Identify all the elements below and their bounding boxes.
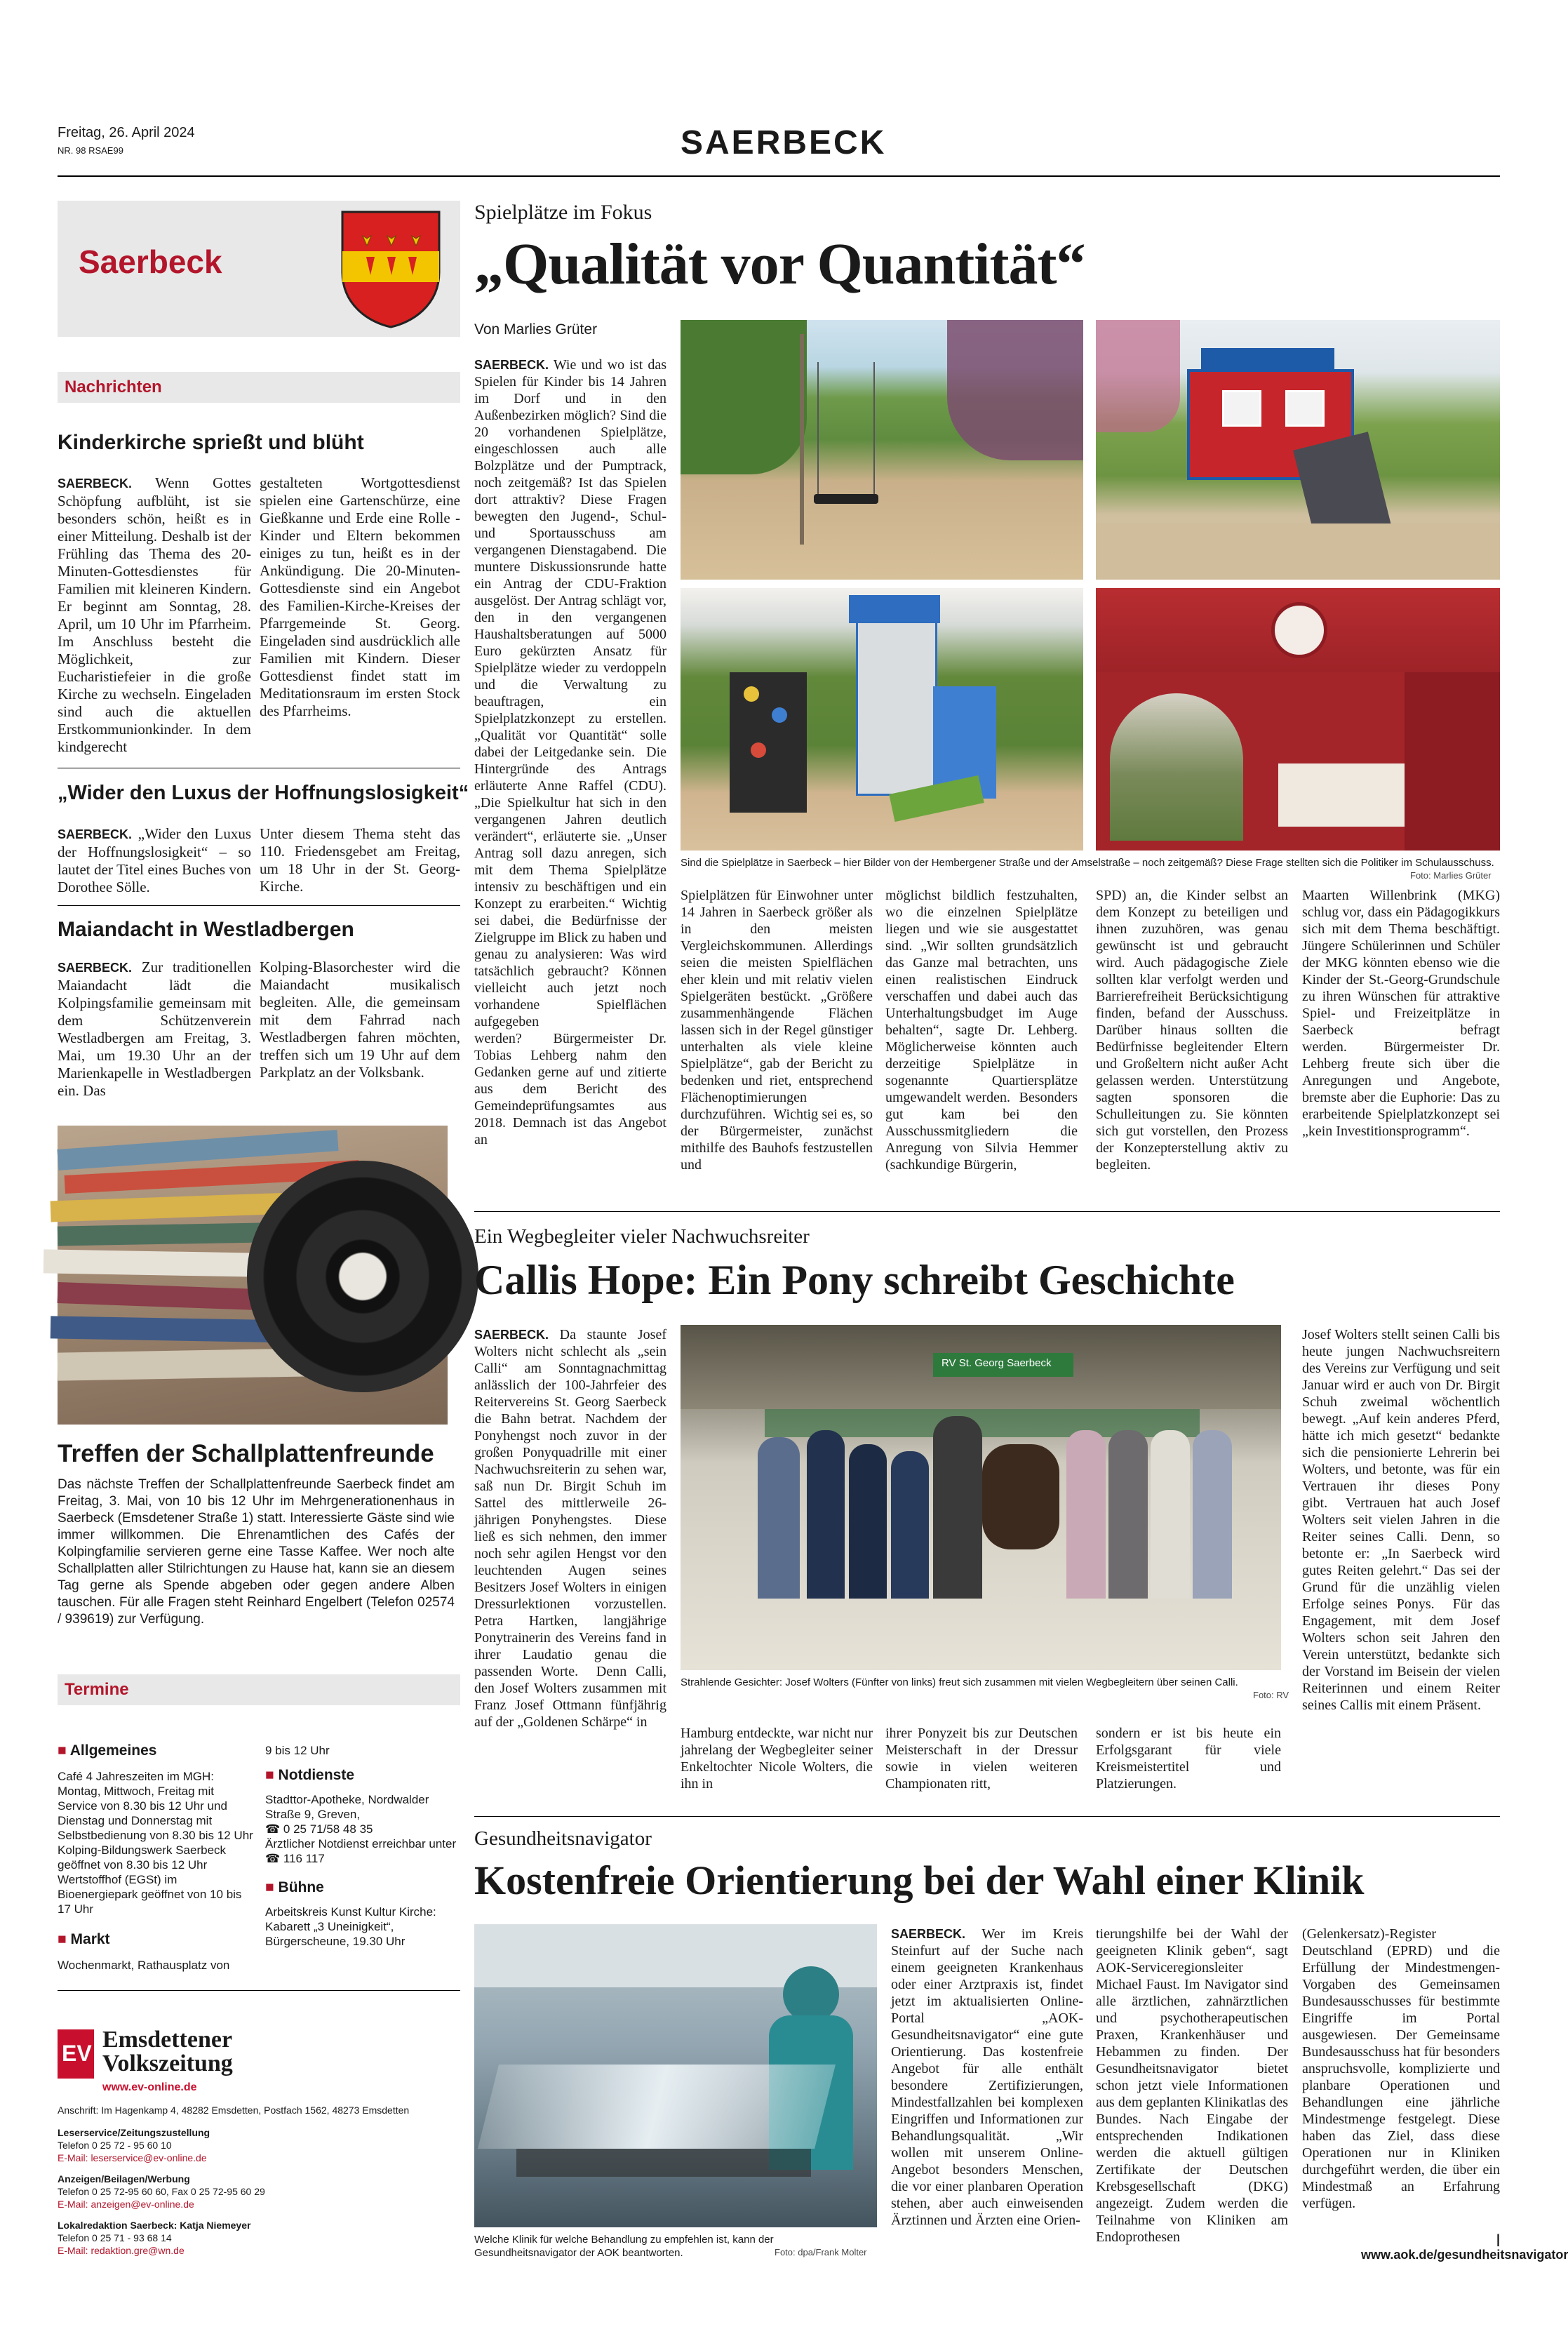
article1-col1: SAERBECK. Wie und wo ist das Spielen für Kinder bis 14 Jahren im Dorf und in den Außenbezirken möglich? Sind die 20 vorhandenen Spielplätze, eingeschlossen auch alle Bolzplätze und der Pumptrack, noch zeitgemäß? Ist das Spielen dort attraktiv? Diese Fragen bewegten den Jugend-, Schul- und Sportausschuss am vergangenen Dienstagabend. Die muntere Diskussionsrunde hatte ein Antrag der CDU-Fraktion ausgelöst. Der Antrag schlägt vor, den in den vergangenen Haushaltsberatungen auf 5000 Euro gekürzten Ansatz für Spielplätze wieder zu verdoppeln und die Verwaltung zu beauftragen, ein Spielplatzkonzept zu erstellen. „Qualität vor Quantität“ solle dabei der Leitgedanke sein. Die Hintergründe des Antrags erläuterte Anne Raffel (CDU). „Die Spielkultur hat sich in den vergangenen Jahren deutlich verändert“, erläuterte sie. „Unser Antrag soll dazu anregen, sich mit dem Thema Spielplätze intensiv zu beschäftigen und ein Konzept zu erarbeiten.“ Wichtig sei dabei, die Bedürfnisse der Zielgruppe im Blick zu haben und genau zu analysieren: Was wird tatsächlich gebraucht? Können vielleicht auch jetzt noch vorhandene Spielflächen aufgegeben werden? Bürgermeister Dr. Tobias Lehberg nahm den Gedanken gerne auf und zitierte aus dem Bericht des Gemeindeprüfungsamtes aus 2018. Demnach ist das Angebot an — [474, 357, 667, 1147]
hospital-photo — [474, 1924, 877, 2227]
article3-url[interactable]: | www.aok.de/gesundheitsnavigator — [1361, 2232, 1568, 2262]
ev-url[interactable]: www.ev-online.de — [102, 2081, 197, 2093]
divider — [474, 1211, 1500, 1212]
issue-number: NR. 98 RSAE99 — [58, 145, 123, 156]
termine-entry: Wertstoffhof (EGSt) im Bioenergiepark geöffnet von 10 bis 17 Uhr — [58, 1873, 242, 1916]
article1-col3: möglichst bildlich festzuhalten, wo die einzelnen Spielplätze liegen und wie sie ausgestattet sind. „Wir sollten grundsätzlich das Ganze mal betrachten, uns einen realistischen Eindruck verschaffen und dabei auch das Unterhaltungsbudget im Auge behalten“, sagte Dr. Lehberg. Möglicherweise könnten auch derzeitige Spielplätze in sogenannte Quartiersplätze umgewandelt werden. Besonders gut kam bei den Ausschussmitgliedern die Anregung von Silvia Hemmer (sachkundige Bürgerin, — [885, 888, 1078, 1173]
divider — [474, 1816, 1500, 1817]
termine-entry: Café 4 Jahreszeiten im MGH: Montag, Mittwoch, Freitag mit Service von 8.30 bis 12 Uhr und Dienstag und Donnerstag mit Selbstbedienung von 8.30 bis 12 Uhr — [58, 1770, 253, 1842]
article2-col2: Hamburg entdeckte, war nicht nur jahrelang der Wegbegleiter seiner Enkeltochter Nicole Wolters, die ihn in — [681, 1726, 873, 1792]
termine-col-right — [265, 1743, 460, 1949]
coat-of-arms-icon — [338, 208, 443, 330]
records-text: Das nächste Treffen der Schallplattenfreunde Saerbeck findet am Freitag, 3. Mai, von 10 bis 12 Uhr im Mehrgenerationenhaus in Saerbeck (Emsdetener Straße 1) statt. Interessierte Gäste sind wie immer willkommen. Die Ehrenamtlichen des Cafés der Kolpingfamilie servieren gerne eine Tasse Kaffee. Wer noch alte Schallplatten aller Stilrichtungen zu Hause hat, kann sie an diesem Tag gerne als Spende abgeben oder gegen andere Alben tauschen. Für alle Fragen steht Reinhard Engelbert (Telefon 02574 / 939619) zur Verfügung. — [58, 1477, 455, 1627]
termine-label: Termine — [65, 1680, 129, 1699]
article2-credit: Foto: RV — [1253, 1690, 1289, 1700]
article3-col1: SAERBECK. Wer im Kreis Steinfurt auf der Suche nach einem geeigneten Krankenhaus oder einer Arztpraxis ist, findet jetzt im aktualisierten Online-Portal „AOK-Gesundheitsnavigator“ eine gute Orientierung. Das kostenfreie Angebot für alle enthält besondere Zertifizierungen, Mindestfallzahlen bei komplexen Eingriffen und Informationen zur Behandlungsqualität. „Wir wollen mit unserem Online-Angebot besonders Menschen, die vor einer planbaren Operation stehen, aber auch einweisenden Ärztinnen und Ärzten eine Orien- — [891, 1926, 1084, 2228]
pony-photo — [681, 1325, 1281, 1670]
termine-heading: ■ Markt — [58, 1931, 110, 1947]
termine-entry: Kolping-Bildungswerk Saerbeck geöffnet von 8.30 bis 12 Uhr — [58, 1843, 227, 1872]
termine-heading: ■ Allgemeines — [58, 1742, 157, 1759]
article1-kicker: Spielplätze im Fokus — [474, 201, 652, 224]
playground-photo-swing — [681, 320, 1083, 580]
termine-heading: ■ Notdienste — [265, 1767, 355, 1783]
town-banner — [58, 201, 460, 337]
issue-date: Freitag, 26. April 2024 — [58, 125, 195, 140]
article2-headline: Callis Hope: Ein Pony schreibt Geschichte — [474, 1257, 1235, 1303]
article2-col3: ihrer Ponyzeit bis zur Deutschen Meisterschaft in der Dressur sowie in vielen weiteren Championaten ritt, — [885, 1726, 1078, 1792]
town-label: Saerbeck — [79, 244, 222, 280]
article3-credit: Foto: dpa/Frank Molter — [775, 2247, 867, 2257]
termine-heading: ■ Bühne — [265, 1879, 324, 1895]
vinyl-record-icon — [247, 1161, 478, 1392]
article3-headline: Kostenfreie Orientierung bei der Wahl einer Klinik — [474, 1858, 1365, 1903]
article3-caption: Welche Klinik für welche Behandlung zu empfehlen ist, kann der Gesundheitsnavigator der AOK beantworten. — [474, 2234, 774, 2259]
article2-caption: Strahlende Gesichter: Josef Wolters (Fünfter von links) freut sich zusammen mit vielen Wegbegleitern über seinen Calli. — [681, 1676, 1238, 1688]
article2-col1: SAERBECK. Da staunte Josef Wolters nicht schlecht als „sein Calli“ am Sonntagnachmittag anlässlich der 100-Jahrfeier des Reitervereins St. Georg Saerbeck die Bahn betrat. Nachdem der Ponyhengst noch zuvor in der großen Ponyquadrille mit einer Nachwuchsreiterin zu sehen war, saß nun Dr. Birgit Schuh im Sattel des mittlerweile 26-jährigen Ponyhengstes. Diese ließ es sich nehmen, den immer noch sehr agilen Hengst vor den leuchtenden Augen seines Besitzers Josef Wolters in einigen Dressurlektionen vorzustellen. Petra Hartken, langjährige Ponytrainerin des Vereins fand in ihrer Laudatio genau die passenden Worte. Denn Calli, den Josef Wolters zusammen mit Franz Josef Ottmann fünfjährig auf der „Goldenen Schärpe“ in — [474, 1327, 667, 1730]
header-rule — [58, 175, 1500, 177]
playground-photo-house — [1096, 588, 1500, 851]
termine-col-left — [58, 1743, 254, 1973]
article1-headline: „Qualität vor Quantität“ — [474, 232, 1085, 297]
news-title: Maiandacht in Westladbergen — [58, 918, 354, 941]
article3-col2: tierungshilfe bei der Wahl der geeigneten Klinik geben“, sagt AOK-Serviceregionsleiter Michael Faust. Im Navigator sind alle ärztlichen, zahnärztlichen und psychotherapeutischen Praxen, Krankenhäuser und Hebammen zu finden. Der Gesundheitsnavigator bietet schon jetzt viele Informationen aus dem geplanten Klinikatlas des Bundes. Nach Eingabe der entsprechenden Indikationen werden die aktuell gültigen Zertifikate der Deutschen Krebsgesellschaft (DKG) angezeigt. Zudem werden die Teilnahme von Kliniken am Endoprothesen — [1096, 1926, 1288, 2245]
imprint-block: Anschrift: Im Hagenkamp 4, 48282 Emsdetten, Postfach 1562, 48273 Emsdetten Leserservice/Zeitungszustellung Telefon 0 25 72 - 95 60 10 E-Mail: leserservice@ev-online.de Anzeigen/Beilagen/Werbung Telefon 0 25 72-95 60 60, Fax 0 25 72-95 60 29 E-Mail: anzeigen@ev-online.de Lokalredaktion Saerbeck: Katja Niemeyer Telefon 0 25 71 - 93 68 14 E-Mail: redaktion.gre@wn.de — [58, 2105, 410, 2256]
article2-kicker: Ein Wegbegleiter vieler Nachwuchsreiter — [474, 1225, 810, 1248]
news-text: Unter diesem Thema steht das 110. Friedensgebet am Freitag, um 18 Uhr in der St. Georg-Kirche. — [260, 825, 460, 895]
ev-logo-name: Emsdettener Volkszeitung — [102, 2027, 233, 2076]
article1-byline: Von Marlies Grüter — [474, 321, 598, 338]
playground-photo-tower — [681, 588, 1083, 851]
article1-caption: Sind die Spielplätze in Saerbeck – hier Bilder von der Hembergener Straße und der Amselstraße – noch zeitgemäß? Diese Frage stellten sich die Politiker im Schulausschuss. — [681, 857, 1494, 869]
news-label-box — [58, 372, 460, 403]
article1-col5: Maarten Willenbrink (MKG) schlug vor, dass ein Pädagogikkurs sich mit dem Thema beschäftigt. Jüngere Schülerinnen und Schüler der MKG könnten ebenso wie die Kinder der St.-Georg-Grundschule zu ihren Wünschen für attraktive Spiel- und Freizeitplätze in Saerbeck befragt werden. Bürgermeister Dr. Lehberg freute sich über die Anregungen und Angebote, bremste aber die Euphorie: Das zu erarbeitende Spielplatzkonzept sei „kein Investitionsprogramm“. — [1302, 888, 1500, 1139]
article2-col4: sondern er ist bis heute ein Erfolgsgarant für viele Kreismeistertitel und Platzierungen. — [1096, 1726, 1281, 1792]
news-text: SAERBECK. „Wider den Luxus der Hoffnungslosigkeit“ – so lautet der Titel eines Buches von Dorothee Sölle. — [58, 825, 251, 895]
article2-col5: Josef Wolters stellt seinen Calli bis heute jungen Nachwuchsreitern des Vereins zur Verfügung und seit Januar wird er auch von Dr. Birgit Schuh zweimal wöchentlich bewegt. „Auf kein anderes Pferd, hätte ich mich gesetzt“ bedankte sich die pensionierte Lehrerin bei Wolters, und betonte, was für ein Vertrauen ihr dieses Pony gibt. Vertrauen hat auch Josef Wolters seit vielen Jahren in die Reiter seines Calli. Denn, so betonte er: „In Saerbeck wird gutes Reiten gelehrt.“ Das sei der Grund für die unzählig vielen Erfolge seines Ponys. Für das Engagement, mit dem Josef Wolters schon seit Jahren den Verein unterstützt, bedankte sich der Vorstand im Beisein der vielen Reiterinnen und einem Reiter seines Callis mit einem Präsent. — [1302, 1327, 1500, 1713]
news-text: SAERBECK. Wenn Gottes Schöpfung aufblüht, ist sie besonders schön, heißt es in einer Mitteilung. Deshalb ist der Frühling das Thema des 20-Minuten-Gottesdienstes für Familien mit kleineren Kindern. Er beginnt am Sonntag, 28. April, um 10 Uhr im Pfarrheim. Im Anschluss besteht die Möglichkeit, zur Eucharistiefeier in die große Kirche zu wechseln. Eingeladen sind auch die aktuellen Erstkommunionkinder. In dem kindgerecht — [58, 474, 251, 755]
news-text: SAERBECK. Zur traditionellen Maiandacht lädt die Kolpingsfamilie gemeinsam mit dem Schützenverein Westladbergen am Freitag, 3. Mai, um 19.30 Uhr an der Marienkapelle in Westladbergen ein. Das — [58, 959, 251, 1099]
news-title: „Wider den Luxus der Hoffnungslosigkeit“ — [58, 782, 469, 804]
club-banner: RV St. Georg Saerbeck — [942, 1357, 1052, 1369]
article1-col4: SPD) an, die Kinder selbst an dem Konzept zu beteiligen und ihnen zuzuhören, was genau gewünscht ist und gebraucht wird. Auch pädagogische Ziele sollten klar verfolgt werden und Barrierefreiheit Berücksichtigung finden, befand der Ausschuss. Darüber hinaus sollten die Bedürfnisse begleitender Eltern und Großeltern nicht außer Acht gelassen werden. Unterstützung sagten sponsoren die Schulleitungen zu. Sie könnten sich gut vorstellen, den Prozess der Konzepterstellung aktiv zu begleiten. — [1096, 888, 1288, 1173]
ev-logo-icon: EV — [58, 2029, 94, 2079]
records-title: Treffen der Schallplattenfreunde — [58, 1440, 434, 1467]
records-photo — [58, 1126, 448, 1425]
article1-col2: Spielplätzen für Einwohner unter 14 Jahren in Saerbeck größer als in den meisten Vergleichskommunen. Allerdings seien die meisten Spielflächen eher klein und mit relativ vielen Spielgeräten bestückt. „Größere zusammenhängende Flächen lassen sich in der Regel günstiger unterhalten als viele kleine Spielplätze“, gab der Bericht zu bedenken und riet, entsprechend Flächenoptimierungen durchzuführen. Wichtig sei es, so der Bürgermeister, zunächst mithilfe des Bauhofs festzustellen und — [681, 888, 873, 1173]
termine-label-box — [58, 1674, 460, 1705]
article3-kicker: Gesundheitsnavigator — [474, 1827, 652, 1850]
termine-entry: ☎ 0 25 71/58 48 35 — [265, 1822, 373, 1836]
divider — [58, 1990, 460, 1991]
section-title: SAERBECK — [681, 124, 887, 161]
termine-entry: Wochenmarkt, Rathausplatz von — [58, 1959, 230, 1972]
article3-col3: (Gelenkersatz)-Register Deutschland (EPRD) und die Erfüllung der Mindestmengen-Vorgaben des Gemeinsamen Bundesausschusses für bestimmte Eingriffe im Portal ausgewiesen. Der Gemeinsame Bundesausschuss hat für besonders anspruchsvolle, komplizierte und planbare Operationen und Behandlungen eine jährliche Mindestmenge festgelegt. Diese haben das Ziel, dass diese Operationen nur in Kliniken durchgeführt werden, die über ein Mindestmaß an Erfahrung verfügen. — [1302, 1926, 1500, 2211]
termine-entry: Stadttor-Apotheke, Nordwalder Straße 9, Greven, — [265, 1793, 429, 1821]
news-label: Nachrichten — [65, 378, 162, 396]
termine-entry: 9 bis 12 Uhr — [265, 1744, 330, 1757]
divider — [58, 905, 460, 906]
playground-photo-climbing — [1096, 320, 1500, 580]
termine-entry: Ärztlicher Notdienst erreichbar unter ☎ 116 117 — [265, 1837, 457, 1865]
article1-credit: Foto: Marlies Grüter — [1410, 870, 1492, 881]
news-title: Kinderkirche sprießt und blüht — [58, 431, 364, 454]
termine-entry: Arbeitskreis Kunst Kultur Kirche: Kabarett „3 Uneinigkeit“, Bürgerscheune, 19.30 Uhr — [265, 1905, 436, 1948]
news-text: gestalteten Wortgottesdienst spielen eine Gartenschürze, eine Gießkanne und Erde eine Rolle - Kinder und Eltern bekommen einiges zu tun, heißt es in der Ankündigung. Die 20-Minuten-Gottesdienste sind ein Angebot des Familien-Kirche-Kreises der Pfarrgemeinde St. Georg. Eingeladen sind ausdrücklich alle Familien mit Kindern. Dieser Gottesdienst findet statt im Meditationsraum im ersten Stock des Pfarrheims. — [260, 474, 460, 719]
news-text: Kolping-Blasorchester wird die Maiandacht musikalisch begleiten. Alle, die gemeinsam mit dem Fahrrad nach Westladbergen fahren möchten, treffen sich um 19 Uhr auf dem Parkplatz an der Volksbank. — [260, 959, 460, 1081]
